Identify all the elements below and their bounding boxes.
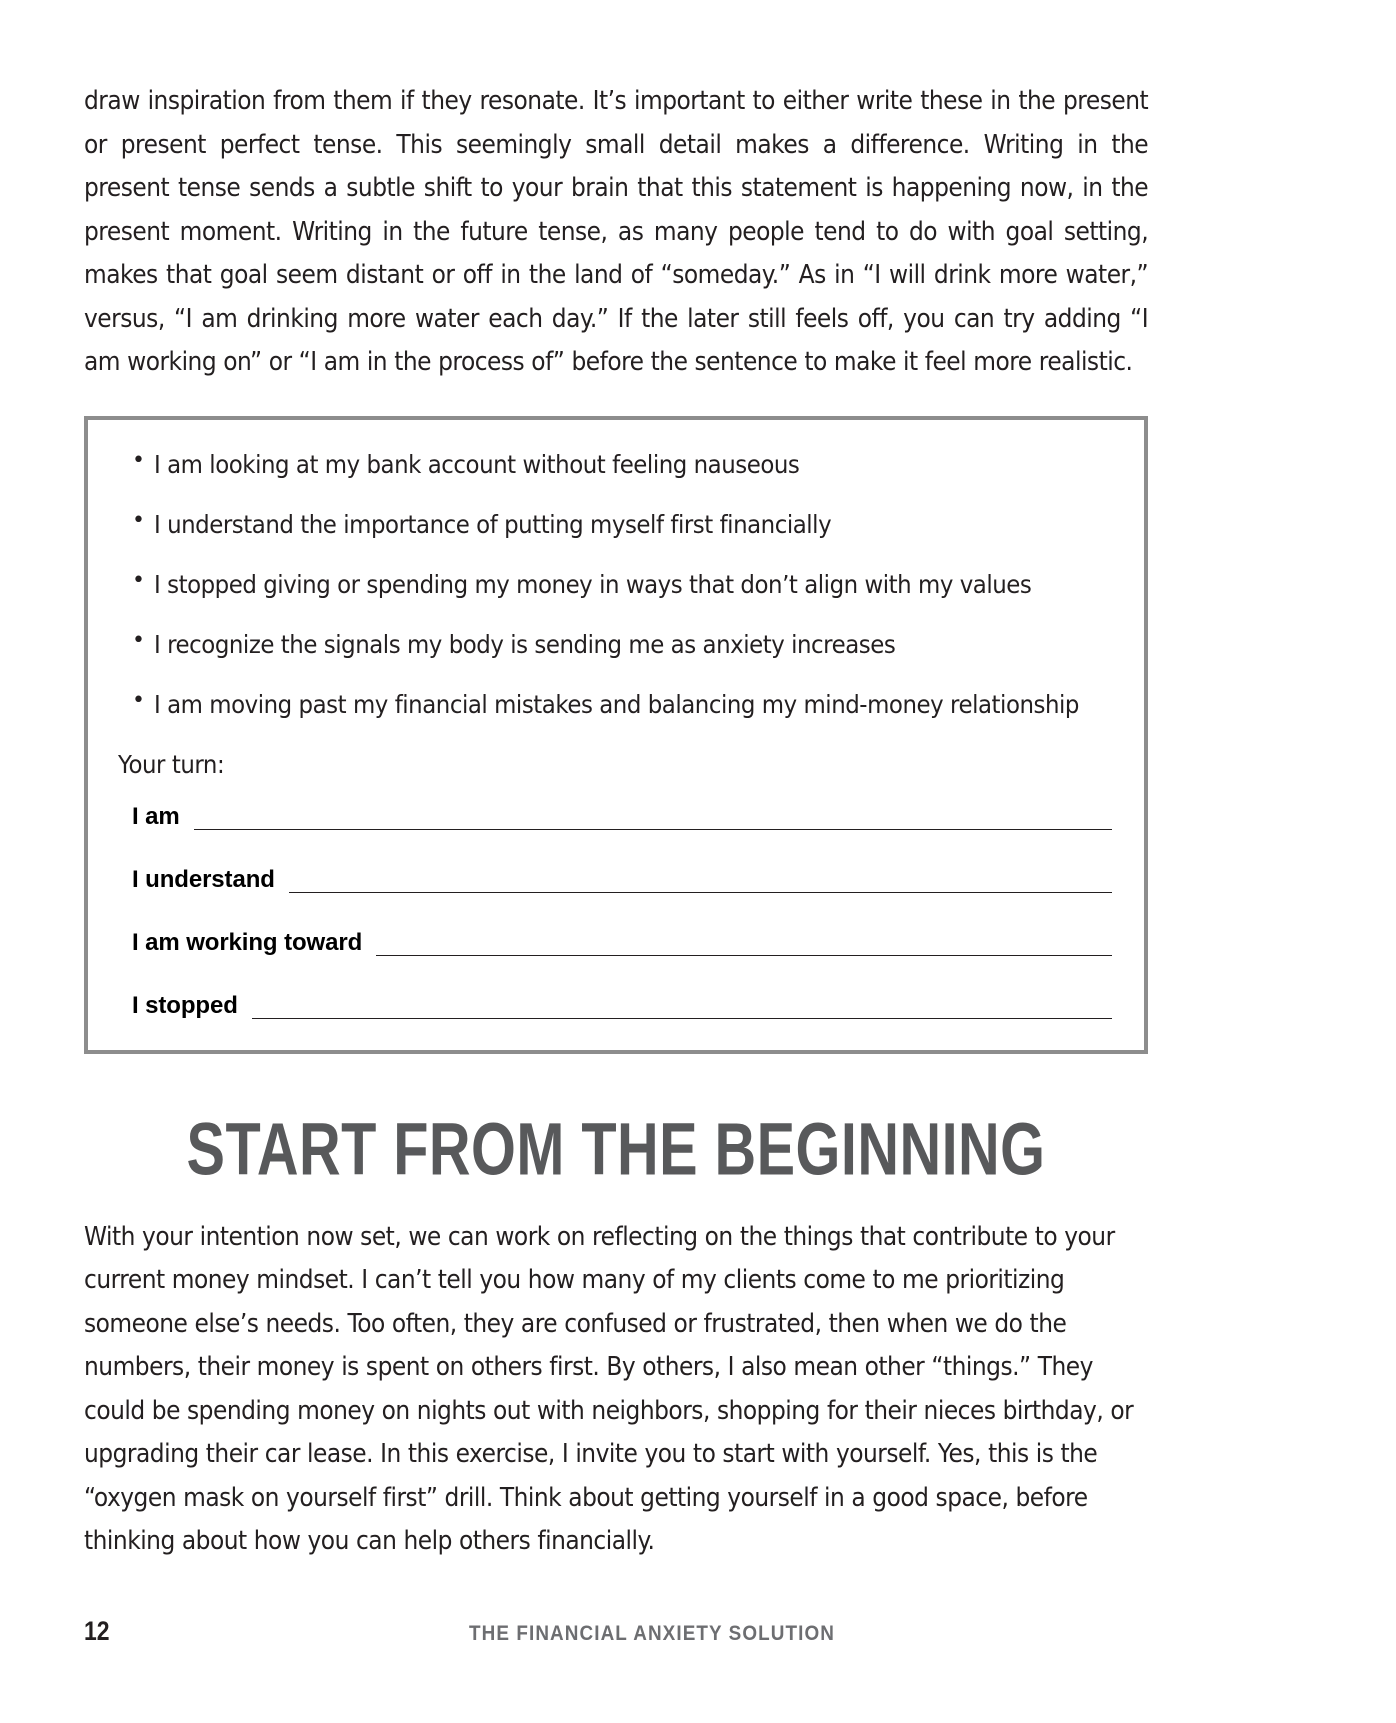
page-footer (84, 1616, 1312, 1650)
intro-paragraph: draw inspiration from them if they resonate. It’s important to either write these in the present or present perfect tense. This seemingly small detail makes a difference. Writing in the present tense sends a subtle shift to your brain that this statement is happening now, in the present moment. Writing in the future tense, as many people tend to do with goal setting, makes that goal seem distant or off in the land of “someday.” As in “I will drink more water,” versus, “I am drinking more water each day.” If the later still feels off, you can try adding “I am working on” or “I am in the process of” before the sentence to make it feel more realistic. (84, 86, 1149, 377)
fill-label: I am working toward (132, 928, 363, 956)
affirmation-bullet-list (116, 449, 1116, 719)
write-in-line[interactable] (289, 869, 1112, 893)
write-in-line[interactable] (194, 806, 1112, 830)
section-heading: START FROM THE BEGINNING (186, 1108, 1046, 1191)
write-in-line[interactable] (252, 995, 1112, 1019)
list-item (116, 689, 1116, 719)
exercise-box (84, 416, 1148, 1054)
book-title: THE FINANCIAL ANXIETY SOLUTION (469, 1622, 835, 1645)
list-item (116, 569, 1116, 599)
bullet-text: I stopped giving or spending my money in ways that don’t align with my values (154, 569, 1032, 599)
your-turn-prompt: Your turn: (118, 749, 225, 779)
body-paragraph-after-heading: With your intention now set, we can work on reflecting on the things that contribute to your current money mindset. I can’t tell you how many of my clients come to me prioritizing someone else’s needs. Too often, they are confused or frustrated, then when we do the numbers, their money is spent on others first. By others, I also mean other “things.” They could be spending money on nights out with neighbors, shopping for their nieces birthday, or upgrading their car lease. In this exercise, I invite you to start with yourself. Yes, this is the “oxygen mask on yourself first” drill. Think about getting yourself in a good space, before thinking about how you can help others financially. (84, 1221, 1134, 1557)
list-item (116, 629, 1116, 659)
list-item (116, 509, 1116, 539)
list-item (116, 449, 1116, 479)
fill-label: I stopped (132, 991, 238, 1019)
fill-row-i-stopped (116, 993, 1116, 1019)
fill-in-rows (116, 804, 1116, 1019)
fill-label: I am (132, 802, 180, 830)
page-number: 12 (84, 1616, 110, 1646)
bullet-text: I am moving past my financial mistakes and balancing my mind-money relationship (154, 689, 1079, 719)
write-in-line[interactable] (376, 932, 1112, 956)
bullet-text: I understand the importance of putting myself first financially (154, 509, 832, 539)
bullet-text: I am looking at my bank account without feeling nauseous (154, 449, 800, 479)
fill-row-i-am (116, 804, 1116, 830)
page-content (84, 80, 1148, 1564)
fill-label: I understand (132, 865, 275, 893)
fill-row-i-am-working-toward (116, 930, 1116, 956)
bullet-text: I recognize the signals my body is sending me as anxiety increases (154, 629, 896, 659)
fill-row-i-understand (116, 867, 1116, 893)
